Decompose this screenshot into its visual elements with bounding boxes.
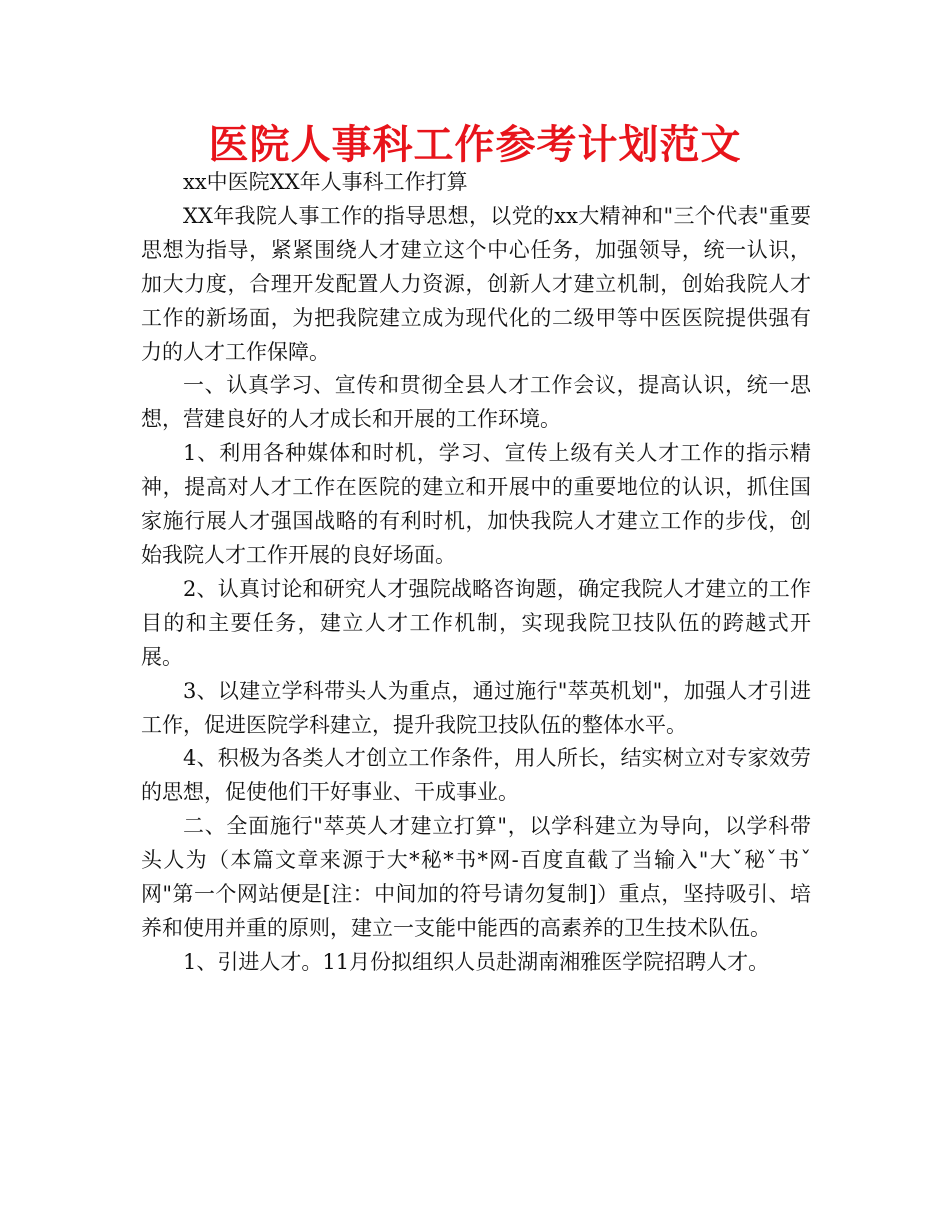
paragraph: 4、积极为各类人才创立工作条件，用人所长，结实树立对专家效劳的思想，促使他们干好事业、干成事业。	[141, 746, 811, 805]
paragraph: XX年我院人事工作的指导思想，以党的xx大精神和"三个代表"重要思想为指导，紧紧围绕人才建立这个中心任务，加强领导，统一认识，加大力度，合理开发配置人力资源，创新人才建立机制，创始我院人才工作的新场面，为把我院建立成为现代化的二级甲等中医医院提供强有力的人才工作保障。	[141, 203, 811, 364]
paragraph-subtitle: xx中医院XX年人事科工作打算	[183, 170, 468, 194]
document-title: 医院人事科工作参考计划范文	[208, 121, 742, 168]
paragraph: 1、引进人才。11月份拟组织人员赴湖南湘雅医学院招聘人才。	[183, 949, 770, 974]
paragraph: 一、认真学习、宣传和贯彻全县人才工作会议，提高认识，统一思想，营建良好的人才成长和开展的工作环境。	[141, 373, 811, 432]
document-body	[141, 166, 811, 980]
paragraph: 3、以建立学科带头人为重点，通过施行"萃英机划"，加强人才引进工作，促进医院学科建立，提升我院卫技队伍的整体水平。	[141, 678, 811, 737]
paragraph: 二、全面施行"萃英人才建立打算"，以学科建立为导向，以学科带头人为（本篇文章来源于大*秘*书*网-百度直截了当输入"大ˇ秘ˇ书ˇ网"第一个网站便是[注：中间加的符号请勿复制]）重点，坚持吸引、培养和使用并重的原则，建立一支能中能西的高素养的卫生技术队伍。	[141, 814, 811, 940]
paragraph: 2、认真讨论和研究人才强院战略咨询题，确定我院人才建立的工作目的和主要任务，建立人才工作机制，实现我院卫技队伍的跨越式开展。	[141, 576, 811, 669]
paragraph: 1、利用各种媒体和时机，学习、宣传上级有关人才工作的指示精神，提高对人才工作在医院的建立和开展中的重要地位的认识，抓住国家施行展人才强国战略的有利时机，加快我院人才建立工作的步伐，创始我院人才工作开展的良好场面。	[141, 441, 811, 567]
